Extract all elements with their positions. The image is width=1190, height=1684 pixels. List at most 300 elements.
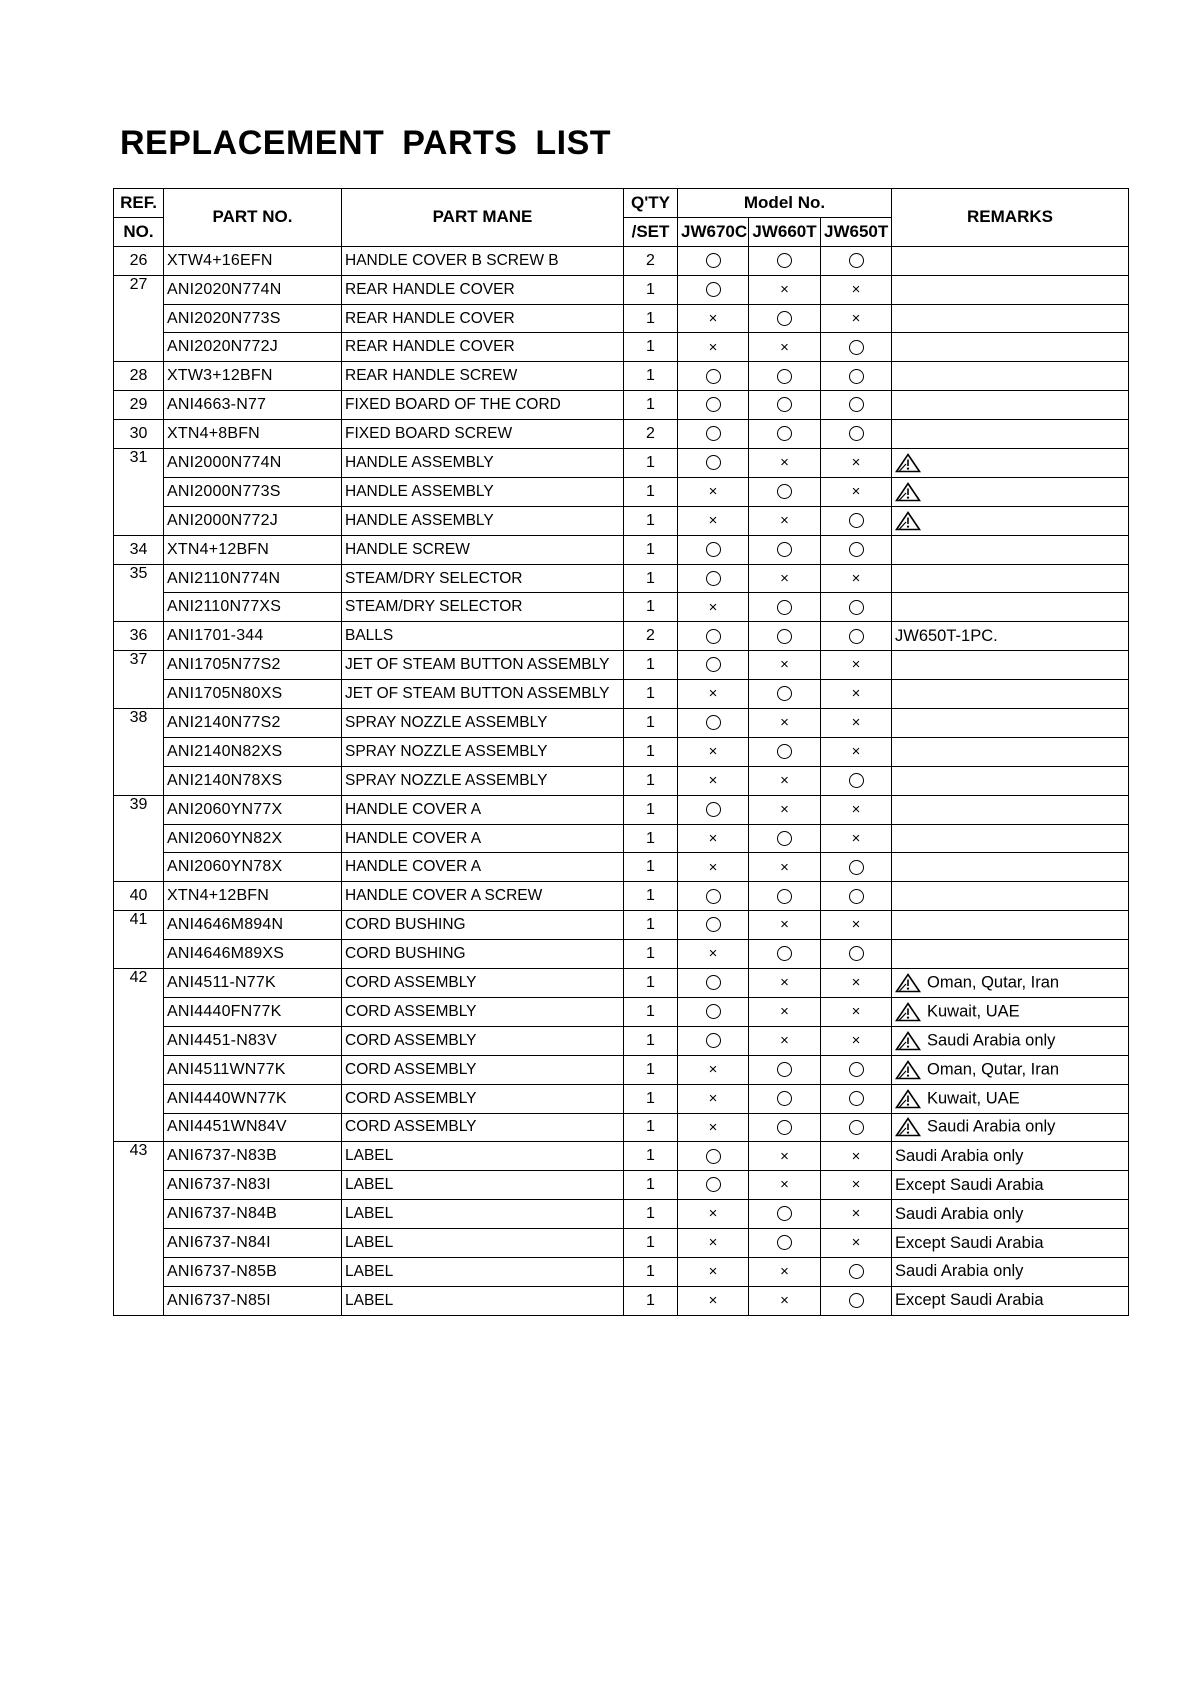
cross-mark: ×	[708, 338, 718, 356]
circle-mark	[777, 1091, 792, 1106]
ref-no-cell: 40	[114, 882, 164, 911]
table-row	[114, 651, 1129, 680]
circle-mark	[777, 369, 792, 384]
qty-cell: 1	[624, 969, 678, 998]
part-name-cell: HANDLE ASSEMBLY	[342, 477, 624, 506]
cross-mark: ×	[780, 1176, 789, 1194]
circle-mark	[849, 889, 864, 904]
ref-no-cell: 39	[114, 795, 164, 882]
model-availability-cell	[678, 824, 749, 853]
model-availability-cell	[678, 1171, 749, 1200]
part-name-cell: FIXED BOARD OF THE CORD	[342, 391, 624, 420]
model-availability-cell	[821, 246, 892, 275]
part-no-cell: ANI4646M894N	[164, 911, 342, 940]
ref-header-no: NO.	[114, 217, 164, 246]
part-name-cell: CORD BUSHING	[342, 940, 624, 969]
table-row	[114, 535, 1129, 564]
model-availability-cell	[678, 304, 749, 333]
circle-mark	[849, 426, 864, 441]
circle-mark	[706, 1004, 721, 1019]
circle-mark	[777, 629, 792, 644]
model-header-jw670c: JW670C	[678, 217, 749, 246]
model-availability-cell	[821, 275, 892, 304]
model-availability-cell	[821, 737, 892, 766]
table-row	[114, 593, 1129, 622]
remarks-cell	[892, 1200, 1129, 1229]
part-name-cell: HANDLE SCREW	[342, 535, 624, 564]
model-availability-cell	[749, 795, 821, 824]
model-availability-cell	[821, 795, 892, 824]
model-availability-cell	[821, 535, 892, 564]
part-no-cell: ANI6737-N83I	[164, 1171, 342, 1200]
cross-mark: ×	[851, 280, 861, 298]
part-no-cell: ANI6737-N84I	[164, 1229, 342, 1258]
part-no-cell: ANI6737-N85B	[164, 1257, 342, 1286]
qty-cell: 1	[624, 564, 678, 593]
warning-triangle-icon	[895, 973, 921, 993]
circle-mark	[777, 744, 792, 759]
qty-cell: 1	[624, 766, 678, 795]
model-availability-cell	[821, 506, 892, 535]
qty-cell: 1	[624, 882, 678, 911]
ref-no-cell: 37	[114, 651, 164, 709]
model-availability-cell	[749, 1200, 821, 1229]
model-availability-cell	[821, 477, 892, 506]
table-row	[114, 911, 1129, 940]
remarks-cell	[892, 680, 1129, 709]
table-row	[114, 304, 1129, 333]
qty-cell: 1	[624, 362, 678, 391]
model-availability-cell	[749, 420, 821, 449]
cross-mark: ×	[780, 454, 789, 472]
circle-mark	[777, 426, 792, 441]
qty-cell: 1	[624, 477, 678, 506]
part-name-cell: HANDLE COVER A	[342, 795, 624, 824]
qty-cell: 1	[624, 940, 678, 969]
table-row	[114, 1084, 1129, 1113]
model-availability-cell	[678, 1113, 749, 1142]
circle-mark	[777, 686, 792, 701]
table-row	[114, 766, 1129, 795]
cross-mark: ×	[780, 1147, 789, 1165]
circle-mark	[706, 975, 721, 990]
model-availability-cell	[821, 766, 892, 795]
model-availability-cell	[678, 275, 749, 304]
part-no-cell: ANI4511WN77K	[164, 1055, 342, 1084]
table-row	[114, 680, 1129, 709]
qty-cell: 2	[624, 246, 678, 275]
circle-mark	[849, 253, 864, 268]
cross-mark: ×	[708, 598, 718, 616]
model-availability-cell	[749, 911, 821, 940]
circle-mark	[706, 889, 721, 904]
part-no-cell: ANI2020N773S	[164, 304, 342, 333]
circle-mark	[777, 600, 792, 615]
part-no-header: PART NO.	[164, 189, 342, 247]
ref-no-cell: 41	[114, 911, 164, 969]
remarks-cell	[892, 1171, 1129, 1200]
part-name-cell: CORD ASSEMBLY	[342, 969, 624, 998]
part-no-cell: ANI1705N77S2	[164, 651, 342, 680]
remarks-cell	[892, 477, 1129, 506]
remark-text: Except Saudi Arabia	[895, 1291, 1044, 1310]
remarks-cell	[892, 246, 1129, 275]
circle-mark	[706, 917, 721, 932]
part-no-cell: ANI2110N774N	[164, 564, 342, 593]
page-title: REPLACEMENT PARTS LIST	[120, 124, 612, 162]
cross-mark: ×	[851, 454, 861, 472]
model-availability-cell	[678, 1229, 749, 1258]
table-body	[114, 246, 1129, 1315]
model-availability-cell	[749, 709, 821, 738]
qty-header: Q'TY	[624, 189, 678, 218]
part-name-cell: HANDLE ASSEMBLY	[342, 506, 624, 535]
model-availability-cell	[678, 737, 749, 766]
circle-mark	[777, 831, 792, 846]
cross-mark: ×	[851, 1147, 861, 1165]
model-availability-cell	[749, 564, 821, 593]
model-availability-cell	[749, 997, 821, 1026]
model-availability-cell	[678, 564, 749, 593]
model-availability-cell	[749, 882, 821, 911]
warning-triangle-icon	[895, 1089, 921, 1109]
qty-cell: 1	[624, 449, 678, 478]
model-availability-cell	[749, 969, 821, 998]
model-availability-cell	[678, 1055, 749, 1084]
circle-mark	[706, 1177, 721, 1192]
part-name-cell: LABEL	[342, 1200, 624, 1229]
remark-text: Except Saudi Arabia	[895, 1175, 1044, 1194]
model-availability-cell	[821, 1084, 892, 1113]
cross-mark: ×	[708, 1205, 718, 1223]
model-availability-cell	[678, 449, 749, 478]
cross-mark: ×	[851, 1003, 861, 1021]
cross-mark: ×	[708, 1234, 718, 1252]
model-availability-cell	[821, 709, 892, 738]
qty-cell: 1	[624, 824, 678, 853]
remark-text: Saudi Arabia only	[927, 1031, 1056, 1050]
remarks-cell	[892, 506, 1129, 535]
part-no-cell: ANI2020N774N	[164, 275, 342, 304]
cross-mark: ×	[708, 685, 718, 703]
ref-no-cell: 27	[114, 275, 164, 362]
cross-mark: ×	[851, 743, 861, 761]
remarks-cell	[892, 1055, 1129, 1084]
circle-mark	[777, 542, 792, 557]
model-availability-cell	[821, 651, 892, 680]
model-availability-cell	[678, 969, 749, 998]
cross-mark: ×	[851, 1205, 861, 1223]
model-availability-cell	[678, 535, 749, 564]
cross-mark: ×	[708, 512, 718, 529]
remarks-cell	[892, 593, 1129, 622]
circle-mark	[777, 946, 792, 961]
cross-mark: ×	[780, 1032, 789, 1050]
model-availability-cell	[749, 333, 821, 362]
qty-cell: 1	[624, 506, 678, 535]
circle-mark	[849, 1062, 864, 1077]
part-name-cell: LABEL	[342, 1142, 624, 1171]
table-row	[114, 969, 1129, 998]
model-availability-cell	[678, 1286, 749, 1315]
table-row	[114, 333, 1129, 362]
qty-cell: 1	[624, 911, 678, 940]
part-name-cell: CORD ASSEMBLY	[342, 1026, 624, 1055]
warning-triangle-icon	[895, 482, 921, 502]
table-row	[114, 853, 1129, 882]
circle-mark	[777, 397, 792, 412]
circle-mark	[706, 369, 721, 384]
remarks-cell	[892, 651, 1129, 680]
model-availability-cell	[749, 1113, 821, 1142]
model-availability-cell	[749, 1084, 821, 1113]
circle-mark	[849, 397, 864, 412]
table-row	[114, 246, 1129, 275]
remark-text: Saudi Arabia only	[895, 1146, 1024, 1165]
model-availability-cell	[678, 853, 749, 882]
part-name-cell: REAR HANDLE SCREW	[342, 362, 624, 391]
model-availability-cell	[749, 1026, 821, 1055]
model-availability-cell	[749, 449, 821, 478]
model-availability-cell	[821, 1055, 892, 1084]
qty-cell: 1	[624, 535, 678, 564]
remarks-cell	[892, 911, 1129, 940]
remarks-cell	[892, 853, 1129, 882]
part-no-cell: ANI4451-N83V	[164, 1026, 342, 1055]
model-availability-cell	[678, 940, 749, 969]
cross-mark: ×	[708, 1292, 718, 1310]
model-availability-cell	[749, 477, 821, 506]
cross-mark: ×	[708, 1263, 718, 1281]
model-availability-cell	[678, 477, 749, 506]
qty-cell: 1	[624, 1084, 678, 1113]
part-no-cell: ANI2140N78XS	[164, 766, 342, 795]
part-name-cell: SPRAY NOZZLE ASSEMBLY	[342, 737, 624, 766]
model-availability-cell	[749, 766, 821, 795]
model-availability-cell	[821, 1142, 892, 1171]
cross-mark: ×	[851, 656, 861, 674]
cross-mark: ×	[851, 309, 861, 327]
part-name-cell: CORD ASSEMBLY	[342, 1084, 624, 1113]
model-availability-cell	[678, 1200, 749, 1229]
circle-mark	[777, 1062, 792, 1077]
model-availability-cell	[749, 391, 821, 420]
remarks-cell	[892, 304, 1129, 333]
model-availability-cell	[678, 246, 749, 275]
table-row	[114, 564, 1129, 593]
part-name-cell: SPRAY NOZZLE ASSEMBLY	[342, 766, 624, 795]
part-name-cell: JET OF STEAM BUTTON ASSEMBLY	[342, 680, 624, 709]
cross-mark: ×	[851, 685, 861, 703]
table-row	[114, 1200, 1129, 1229]
model-availability-cell	[821, 997, 892, 1026]
model-availability-cell	[821, 1171, 892, 1200]
part-no-cell: ANI2110N77XS	[164, 593, 342, 622]
model-availability-cell	[821, 911, 892, 940]
remark-text: Saudi Arabia only	[895, 1262, 1024, 1281]
cross-mark: ×	[851, 800, 861, 818]
remarks-header: REMARKS	[892, 189, 1129, 247]
cross-mark: ×	[780, 1292, 789, 1310]
part-name-cell: LABEL	[342, 1229, 624, 1258]
model-availability-cell	[749, 1142, 821, 1171]
model-availability-cell	[678, 362, 749, 391]
qty-cell: 1	[624, 1171, 678, 1200]
cross-mark: ×	[780, 512, 789, 529]
part-name-cell: CORD ASSEMBLY	[342, 1113, 624, 1142]
remark-text: Saudi Arabia only	[895, 1204, 1024, 1223]
part-name-cell: HANDLE ASSEMBLY	[342, 449, 624, 478]
circle-mark	[706, 455, 721, 470]
table-row	[114, 997, 1129, 1026]
part-name-cell: FIXED BOARD SCREW	[342, 420, 624, 449]
qty-cell: 1	[624, 1113, 678, 1142]
cross-mark: ×	[780, 1263, 789, 1281]
cross-mark: ×	[708, 1060, 718, 1078]
remarks-cell	[892, 275, 1129, 304]
qty-cell: 2	[624, 420, 678, 449]
model-availability-cell	[821, 420, 892, 449]
circle-mark	[777, 253, 792, 268]
circle-mark	[706, 542, 721, 557]
circle-mark	[849, 369, 864, 384]
circle-mark	[706, 629, 721, 644]
cross-mark: ×	[780, 772, 789, 790]
model-availability-cell	[749, 593, 821, 622]
remarks-cell	[892, 1229, 1129, 1258]
qty-cell: 1	[624, 1286, 678, 1315]
table-row	[114, 1113, 1129, 1142]
table-row	[114, 824, 1129, 853]
cross-mark: ×	[851, 974, 861, 992]
circle-mark	[777, 1206, 792, 1221]
remarks-cell	[892, 333, 1129, 362]
cross-mark: ×	[780, 916, 789, 934]
model-availability-cell	[749, 651, 821, 680]
cross-mark: ×	[708, 309, 718, 327]
model-availability-cell	[678, 1084, 749, 1113]
circle-mark	[706, 253, 721, 268]
remarks-cell	[892, 824, 1129, 853]
model-availability-cell	[678, 391, 749, 420]
table-row	[114, 1229, 1129, 1258]
remarks-cell	[892, 795, 1129, 824]
model-availability-cell	[821, 564, 892, 593]
cross-mark: ×	[780, 656, 789, 674]
model-availability-cell	[749, 1055, 821, 1084]
part-name-cell: HANDLE COVER A	[342, 824, 624, 853]
circle-mark	[849, 513, 864, 528]
circle-mark	[849, 542, 864, 557]
circle-mark	[777, 1120, 792, 1135]
cross-mark: ×	[708, 743, 718, 761]
qty-cell: 1	[624, 1229, 678, 1258]
table-header	[114, 189, 1129, 247]
remark-text: Kuwait, UAE	[927, 1088, 1020, 1107]
part-no-cell: ANI2060YN78X	[164, 853, 342, 882]
cross-mark: ×	[851, 1176, 861, 1194]
model-availability-cell	[678, 1026, 749, 1055]
qty-cell: 1	[624, 333, 678, 362]
cross-mark: ×	[851, 714, 861, 732]
warning-triangle-icon	[895, 1117, 921, 1137]
part-no-cell: ANI2140N77S2	[164, 709, 342, 738]
model-availability-cell	[821, 622, 892, 651]
ref-no-cell: 29	[114, 391, 164, 420]
circle-mark	[849, 340, 864, 355]
cross-mark: ×	[851, 1032, 861, 1050]
part-no-cell: ANI2000N773S	[164, 477, 342, 506]
part-name-header: PART MANE	[342, 189, 624, 247]
model-availability-cell	[821, 1257, 892, 1286]
remarks-cell	[892, 1286, 1129, 1315]
model-availability-cell	[678, 997, 749, 1026]
cross-mark: ×	[780, 338, 789, 356]
circle-mark	[706, 571, 721, 586]
model-availability-cell	[678, 882, 749, 911]
model-availability-cell	[821, 449, 892, 478]
remarks-cell	[892, 882, 1129, 911]
qty-cell: 1	[624, 709, 678, 738]
remarks-cell	[892, 362, 1129, 391]
ref-no-cell: 42	[114, 969, 164, 1142]
part-no-cell: ANI1701-344	[164, 622, 342, 651]
circle-mark	[777, 311, 792, 326]
parts-table	[113, 188, 1129, 1316]
part-name-cell: STEAM/DRY SELECTOR	[342, 564, 624, 593]
cross-mark: ×	[708, 1118, 718, 1136]
cross-mark: ×	[851, 483, 861, 501]
model-availability-cell	[678, 506, 749, 535]
part-no-cell: ANI6737-N85I	[164, 1286, 342, 1315]
cross-mark: ×	[780, 714, 789, 732]
circle-mark	[849, 1091, 864, 1106]
circle-mark	[849, 1264, 864, 1279]
ref-no-cell: 36	[114, 622, 164, 651]
table-row	[114, 391, 1129, 420]
circle-mark	[777, 1235, 792, 1250]
part-no-cell: ANI2060YN82X	[164, 824, 342, 853]
part-no-cell: XTW3+12BFN	[164, 362, 342, 391]
remarks-cell	[892, 737, 1129, 766]
qty-cell: 1	[624, 737, 678, 766]
model-availability-cell	[749, 246, 821, 275]
model-availability-cell	[749, 680, 821, 709]
cross-mark: ×	[780, 569, 789, 587]
model-availability-cell	[749, 853, 821, 882]
qty-cell: 1	[624, 1142, 678, 1171]
circle-mark	[849, 629, 864, 644]
ref-no-cell: 43	[114, 1142, 164, 1315]
part-name-cell: CORD BUSHING	[342, 911, 624, 940]
warning-triangle-icon	[895, 511, 921, 531]
model-availability-cell	[678, 766, 749, 795]
ref-no-cell: 31	[114, 449, 164, 536]
cross-mark: ×	[851, 569, 861, 587]
cross-mark: ×	[780, 800, 789, 818]
warning-triangle-icon	[895, 1060, 921, 1080]
warning-triangle-icon	[895, 1031, 921, 1051]
ref-no-cell: 35	[114, 564, 164, 622]
part-no-cell: XTN4+12BFN	[164, 535, 342, 564]
model-availability-cell	[821, 940, 892, 969]
cross-mark: ×	[851, 1234, 861, 1252]
part-no-cell: ANI4451WN84V	[164, 1113, 342, 1142]
model-no-header: Model No.	[678, 189, 892, 218]
warning-triangle-icon	[895, 453, 921, 473]
model-availability-cell	[749, 940, 821, 969]
remark-text: JW650T-1PC.	[895, 626, 998, 645]
